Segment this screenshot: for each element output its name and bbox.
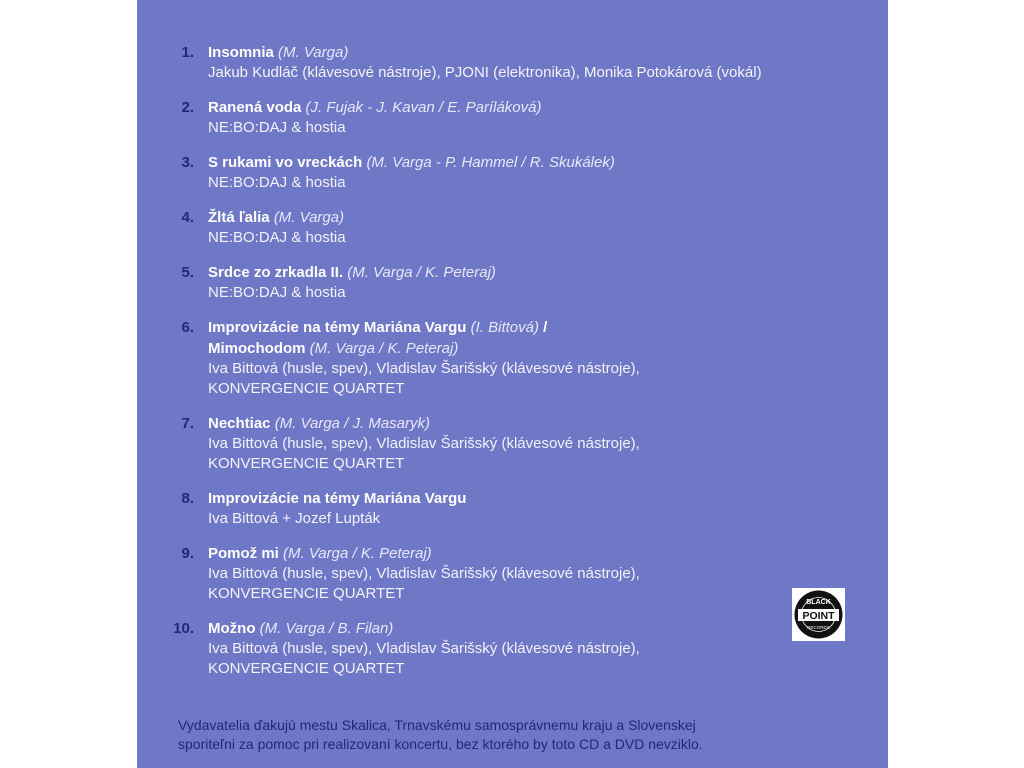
track-title-line (208, 618, 888, 639)
track-performers: NE:BO:DAJ & hostia (208, 229, 346, 246)
track-title: Možno (208, 620, 256, 637)
track-title-line-2 (208, 338, 888, 359)
black-point-logo-icon (792, 588, 845, 641)
track-number: 10. (173, 620, 194, 637)
logo-text-small: RECORDS (807, 625, 830, 630)
track-title-line (208, 543, 888, 564)
track-credits: (M. Varga - P. Hammel / R. Skukálek) (366, 154, 615, 171)
track-title: Ranená voda (208, 99, 302, 116)
track-8 (137, 488, 888, 529)
track-title: Žltá ľalia (208, 209, 270, 226)
track-title: S rukami vo vreckách (208, 154, 363, 171)
track-performers: Iva Bittová (husle, spev), Vladislav Šarišský (klávesové nástroje), (208, 360, 640, 377)
track-performers: NE:BO:DAJ & hostia (208, 174, 346, 191)
track-number: 7. (181, 415, 194, 432)
track-title: Pomož mi (208, 545, 279, 562)
track-title-line (208, 42, 888, 63)
track-credits: (M. Varga) (273, 209, 345, 226)
track-credits: (M. Varga) (278, 44, 349, 61)
track-performers: Iva Bittová (husle, spev), Vladislav Šarišský (klávesové nástroje), (208, 640, 640, 657)
acknowledgement-line: sporiteľni za pomoc pri realizovaní koncertu, bez ktorého by toto CD a DVD nevziklo. (178, 736, 703, 752)
track-title-line (208, 317, 888, 338)
track-4 (137, 207, 888, 248)
track-performers: NE:BO:DAJ & hostia (208, 284, 346, 301)
acknowledgement-text (178, 716, 858, 754)
logo-text-main: POINT (802, 610, 835, 622)
track-title: Nechtiac (208, 415, 271, 432)
track-credits-2: (M. Varga / K. Peteraj) (309, 340, 459, 357)
track-credits: (M. Varga / K. Peteraj) (347, 264, 496, 281)
track-number: 1. (181, 44, 194, 61)
track-number: 3. (181, 154, 194, 171)
track-1 (137, 42, 888, 83)
track-10 (137, 618, 888, 679)
track-credits: (M. Varga / K. Peteraj) (283, 545, 432, 562)
track-title-line (208, 97, 888, 118)
track-performers: Iva Bittová + Jozef Lupták (208, 510, 381, 527)
track-performers: Iva Bittová (husle, spev), Vladislav Šarišský (klávesové nástroje), (208, 435, 640, 452)
track-title: Improvizácie na témy Mariána Vargu (208, 490, 467, 507)
tracklist (137, 42, 888, 679)
track-number: 6. (181, 319, 194, 336)
track-2 (137, 97, 888, 138)
track-credits: (M. Varga / J. Masaryk) (274, 415, 431, 432)
track-7 (137, 413, 888, 474)
track-title-line (208, 413, 888, 434)
track-performers: NE:BO:DAJ & hostia (208, 119, 346, 136)
track-number: 5. (181, 264, 194, 281)
track-title-2: Mimochodom (208, 340, 306, 357)
track-number: 9. (181, 545, 194, 562)
track-title-line (208, 488, 888, 509)
track-title-line (208, 262, 888, 283)
cd-booklet-page (137, 0, 888, 768)
track-credits: (M. Varga / B. Filan) (259, 620, 394, 637)
track-3 (137, 152, 888, 193)
track-title: Insomnia (208, 44, 274, 61)
track-credits: (I. Bittová) (470, 319, 539, 336)
track-9 (137, 543, 888, 604)
black-point-logo (792, 588, 845, 641)
track-title: Srdce zo zrkadla II. (208, 264, 344, 281)
track-performers: KONVERGENCIE QUARTET (208, 380, 405, 397)
track-number: 4. (181, 209, 194, 226)
track-performers: Iva Bittová (husle, spev), Vladislav Šarišský (klávesové nástroje), (208, 565, 640, 582)
track-title-line (208, 207, 888, 228)
track-title-separator: / (543, 319, 548, 336)
track-title-line (208, 152, 888, 173)
track-number: 2. (181, 99, 194, 116)
track-credits: (J. Fujak - J. Kavan / E. Paríláková) (305, 99, 542, 116)
track-number: 8. (181, 490, 194, 507)
track-performers: KONVERGENCIE QUARTET (208, 585, 405, 602)
acknowledgement-line: Vydavatelia ďakujú mestu Skalica, Trnavskému samosprávnemu kraju a Slovenskej (178, 717, 696, 733)
track-5 (137, 262, 888, 303)
logo-text-top: BLACK (806, 599, 831, 606)
track-performers: KONVERGENCIE QUARTET (208, 660, 405, 677)
track-performers: Jakub Kudláč (klávesové nástroje), PJONI (elektronika), Monika Potokárová (vokál) (208, 64, 762, 81)
track-title: Improvizácie na témy Mariána Vargu (208, 319, 467, 336)
track-performers: KONVERGENCIE QUARTET (208, 455, 405, 472)
track-6 (137, 317, 888, 399)
